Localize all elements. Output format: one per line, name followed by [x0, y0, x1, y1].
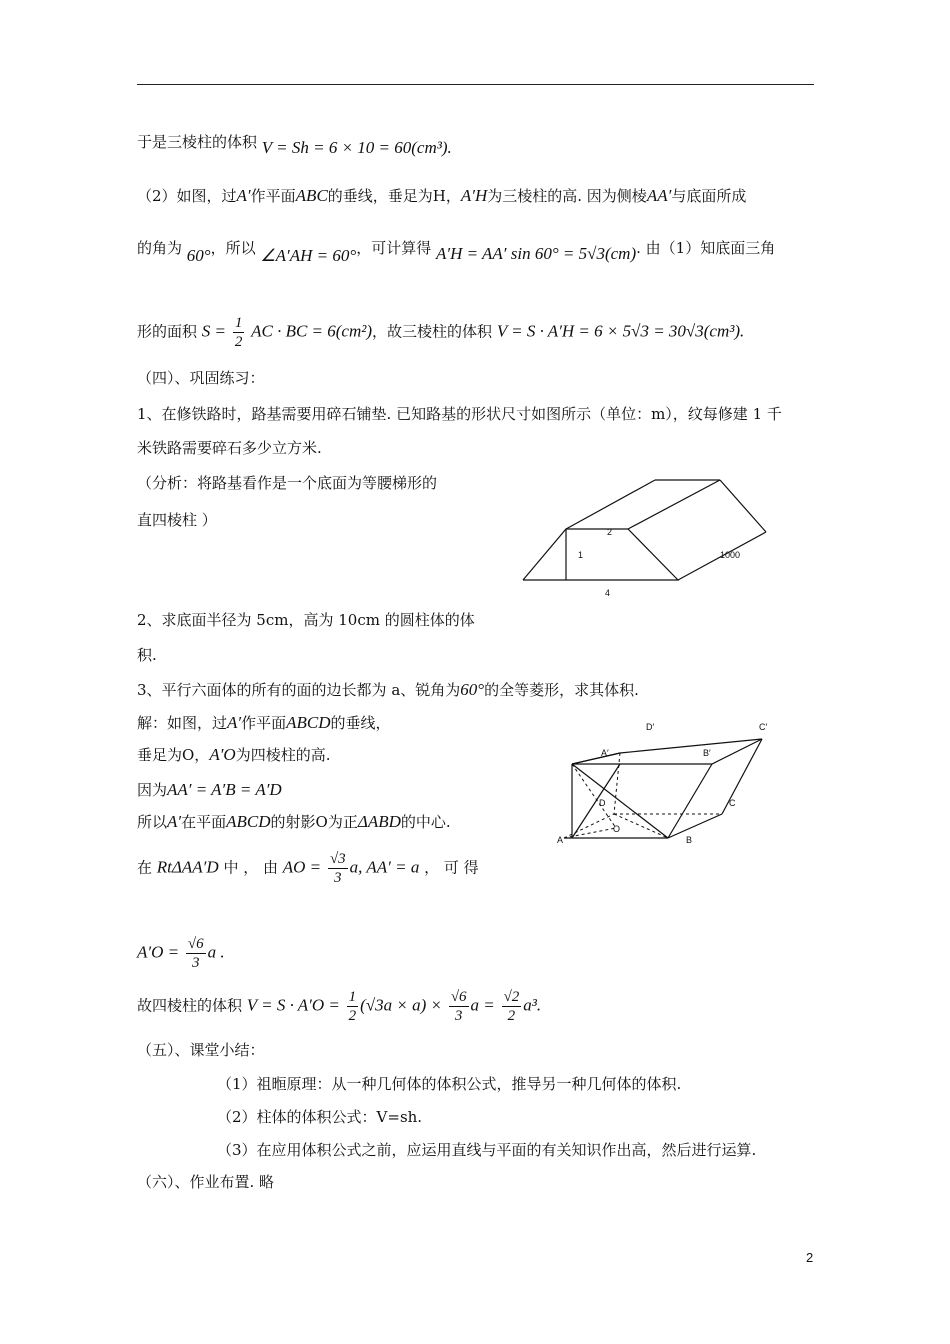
formula: ABCD — [286, 713, 331, 732]
exercise-text: 直四棱柱 ） — [137, 511, 217, 529]
text: 因为 — [137, 781, 168, 799]
text-line — [137, 186, 746, 206]
denominator: 3 — [454, 1008, 463, 1024]
text: 的射影O为正 — [270, 813, 358, 831]
formula: ABC — [295, 186, 328, 205]
fraction — [449, 988, 469, 1025]
text: 垂足为O， — [137, 746, 210, 764]
text: 所以 — [137, 813, 168, 831]
text-line — [137, 238, 776, 265]
fraction — [186, 935, 206, 972]
text: . 由（1）知底面三角 — [636, 239, 776, 257]
text: 的全等菱形，求其体积. — [484, 681, 639, 699]
formula: (√3a × a) × — [360, 995, 443, 1015]
text: 解：如图，过 — [137, 714, 228, 732]
formula: ABCD — [226, 812, 271, 831]
formula: a³. — [523, 995, 542, 1015]
label-height: 1 — [578, 550, 584, 560]
text: 的垂线，垂足为H， — [327, 187, 461, 205]
edge — [668, 764, 712, 838]
text: （2）如图，过 — [137, 187, 237, 205]
label-A: A — [557, 835, 564, 845]
formula: A′ — [227, 713, 242, 732]
edge — [668, 814, 722, 838]
text-line — [137, 314, 744, 351]
fraction — [233, 314, 245, 351]
formula: AA′ = A′B = A′D — [167, 780, 282, 799]
text: 中 ， 由 — [223, 858, 278, 877]
text-line — [137, 132, 452, 157]
text: 3、平行六面体的所有的面的边长都为 a、锐角为 — [137, 681, 461, 699]
text: 作平面 — [250, 187, 296, 205]
summary-item: （1）祖暅原理：从一种几何体的体积公式，推导另一种几何体的体积. — [217, 1075, 682, 1093]
text: 在 — [137, 858, 153, 877]
edge — [722, 739, 762, 814]
text: ，故三棱柱的体积 — [372, 322, 493, 341]
formula: V = S · A′H = 6 × 5√3 = 30√3(cm³). — [496, 321, 745, 341]
section-heading: （六）、作业布置. 略 — [137, 1173, 275, 1191]
formula: A′H — [460, 186, 488, 205]
text: 形的面积 — [137, 322, 198, 341]
formula: A′ — [236, 186, 251, 205]
solution-line — [137, 988, 541, 1025]
text: 故四棱柱的体积 — [137, 996, 243, 1015]
formula: V = Sh = 6 × 10 = 60(cm³). — [261, 138, 452, 157]
height-line — [572, 764, 616, 828]
edge — [720, 480, 766, 532]
label-length: 1000 — [720, 550, 741, 560]
parallelepiped-figure — [552, 716, 782, 848]
section-heading: （四）、巩固练习： — [137, 369, 265, 387]
fraction — [328, 850, 348, 887]
denominator: 3 — [334, 870, 342, 886]
label-B: B — [686, 835, 693, 845]
section-heading: （五）、课堂小结： — [137, 1041, 265, 1059]
formula: A′O — [209, 745, 236, 764]
denominator: 2 — [234, 334, 243, 350]
formula: S = — [201, 321, 227, 341]
formula: AA′ — [646, 186, 672, 205]
summary-item: （2）柱体的体积公式：V=sh. — [217, 1108, 423, 1126]
formula: 60° — [460, 680, 485, 699]
text: 与底面所成 — [671, 187, 747, 205]
road-base-figure — [518, 476, 770, 604]
formula: a, AA′ = a — [349, 857, 420, 877]
denominator: 3 — [192, 955, 200, 971]
numerator: √6 — [450, 989, 467, 1005]
formula: a . — [207, 942, 225, 962]
fraction — [347, 988, 359, 1025]
formula: AO = — [282, 857, 322, 877]
text: 为三棱柱的高. 因为侧棱 — [487, 187, 647, 205]
formula: ∠A′AH = 60° — [260, 246, 357, 265]
solution-line — [137, 745, 330, 765]
formula: AC · BC = 6(cm²) — [251, 321, 373, 341]
label-D: D — [599, 798, 606, 808]
solution-line — [137, 850, 479, 887]
formula: A′O = — [137, 942, 180, 962]
text: 的角为 — [137, 239, 183, 257]
summary-item: （3）在应用体积公式之前，应运用直线与平面的有关知识作出高，然后进行运算. — [217, 1141, 757, 1159]
hidden-edge — [614, 753, 620, 814]
formula: A′H = AA′ sin 60° = 5√3(cm) — [435, 244, 637, 263]
label-top: 2 — [607, 527, 613, 537]
formula: RtΔAA′D — [156, 857, 219, 877]
formula: V = S · A′O = — [246, 995, 340, 1015]
label-B1: B′ — [703, 748, 711, 758]
numerator: 1 — [234, 315, 243, 331]
front-face — [523, 529, 678, 580]
exercise-text: 1、在修铁路时，路基需要用碎石铺垫. 已知路基的形状尺寸如图所示（单位：m），纹每修建 1 千 — [137, 405, 782, 423]
text: 为四棱柱的高. — [235, 746, 331, 764]
label-A1: A′ — [601, 748, 609, 758]
page-number: 2 — [806, 1250, 814, 1265]
denominator: 2 — [507, 1008, 516, 1024]
numerator: 1 — [348, 989, 357, 1005]
edge — [572, 753, 620, 764]
exercise-text — [137, 680, 639, 700]
label-C1: C′ — [759, 722, 768, 732]
label-bottom: 4 — [605, 588, 611, 598]
solution-line — [137, 812, 451, 832]
text: ， 可 得 — [424, 858, 479, 877]
formula: 60° — [186, 246, 211, 265]
solution-line — [137, 780, 282, 800]
text: 于是三棱柱的体积 — [137, 133, 258, 151]
label-O: O — [613, 824, 621, 834]
formula: ΔABD — [357, 812, 401, 831]
exercise-text: 2、求底面半径为 5cm，高为 10cm 的圆柱体的体 — [137, 611, 475, 629]
label-C: C — [729, 798, 736, 808]
text: 在平面 — [181, 813, 227, 831]
header-rule — [137, 84, 814, 85]
text: 作平面 — [241, 714, 287, 732]
solution-line — [137, 935, 225, 972]
label-D1: D′ — [646, 722, 655, 732]
text: 的中心. — [400, 813, 451, 831]
denominator: 2 — [348, 1008, 357, 1024]
text: 的垂线， — [330, 714, 391, 732]
text: ，可计算得 — [356, 239, 432, 257]
numerator: √6 — [187, 936, 204, 952]
formula: A′ — [167, 812, 182, 831]
exercise-text: 积. — [137, 646, 157, 664]
exercise-text: （分析：将路基看作是一个底面为等腰梯形的 — [137, 474, 438, 492]
numerator: √2 — [503, 989, 520, 1005]
text: ，所以 — [210, 239, 256, 257]
solution-line — [137, 713, 391, 733]
formula: a = — [470, 995, 495, 1015]
exercise-text: 米铁路需要碎石多少立方米. — [137, 439, 322, 457]
numerator: √3 — [329, 851, 346, 867]
fraction — [502, 988, 522, 1025]
